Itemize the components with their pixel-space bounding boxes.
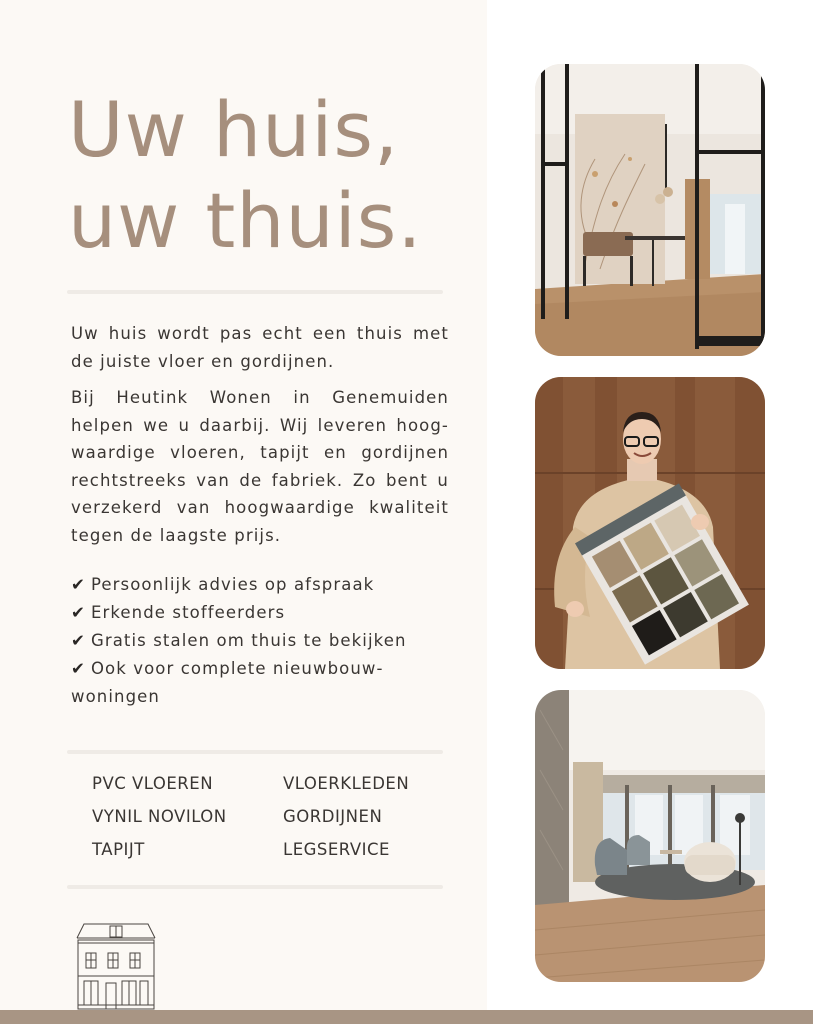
headline bbox=[68, 84, 468, 266]
checkmark-icon: ✔ bbox=[71, 631, 86, 650]
divider-middle bbox=[67, 750, 443, 754]
divider-bottom bbox=[67, 885, 443, 889]
headline-line-1: Uw huis, bbox=[68, 85, 400, 174]
checklist-item bbox=[71, 655, 461, 711]
service-item: LEGSERVICE bbox=[283, 840, 390, 859]
services-list bbox=[92, 772, 442, 862]
living-room-photo bbox=[535, 690, 765, 982]
checklist-item bbox=[71, 627, 461, 655]
service-item: PVC VLOEREN bbox=[92, 774, 214, 793]
divider-top bbox=[67, 290, 443, 294]
benefits-checklist bbox=[71, 571, 461, 711]
checkmark-icon: ✔ bbox=[71, 603, 86, 622]
checklist-item-label: Erkende stoffeerders bbox=[90, 603, 286, 622]
shop-building-logo bbox=[74, 921, 158, 1011]
headline-line-2: uw thuis. bbox=[68, 176, 423, 265]
checklist-item bbox=[71, 599, 461, 627]
intro-paragraph-1: Uw huis wordt pas echt een thuis met de juiste vloer en gordijnen. bbox=[71, 324, 449, 371]
checklist-item-label: Gratis stalen om thuis te bekijken bbox=[90, 631, 407, 650]
service-item: VLOERKLEDEN bbox=[283, 774, 410, 793]
checkmark-icon: ✔ bbox=[71, 575, 86, 594]
checklist-item-label: Persoonlijk advies op afspraak bbox=[90, 575, 375, 594]
service-item: VYNIL NOVILON bbox=[92, 807, 227, 826]
advisor-with-samples-photo bbox=[535, 377, 765, 669]
bottom-accent-bar bbox=[0, 1010, 813, 1024]
checklist-item bbox=[71, 571, 461, 599]
checklist-item-label: Ook voor complete nieuwbouw-woningen bbox=[71, 659, 384, 706]
checkmark-icon: ✔ bbox=[71, 659, 86, 678]
service-item: TAPIJT bbox=[92, 840, 145, 859]
interior-dining-photo bbox=[535, 64, 765, 356]
service-item: GORDIJNEN bbox=[283, 807, 383, 826]
intro-paragraph-2: Bij Heutink Wonen in Genemuiden helpen we u daarbij. Wij leveren hoog-waardige vloeren, tapijt en gordijnen rechtstreeks van de fabriek. Zo bent u verzekerd van hoogwaardige kwaliteit tegen de laagste prijs. bbox=[71, 388, 449, 545]
